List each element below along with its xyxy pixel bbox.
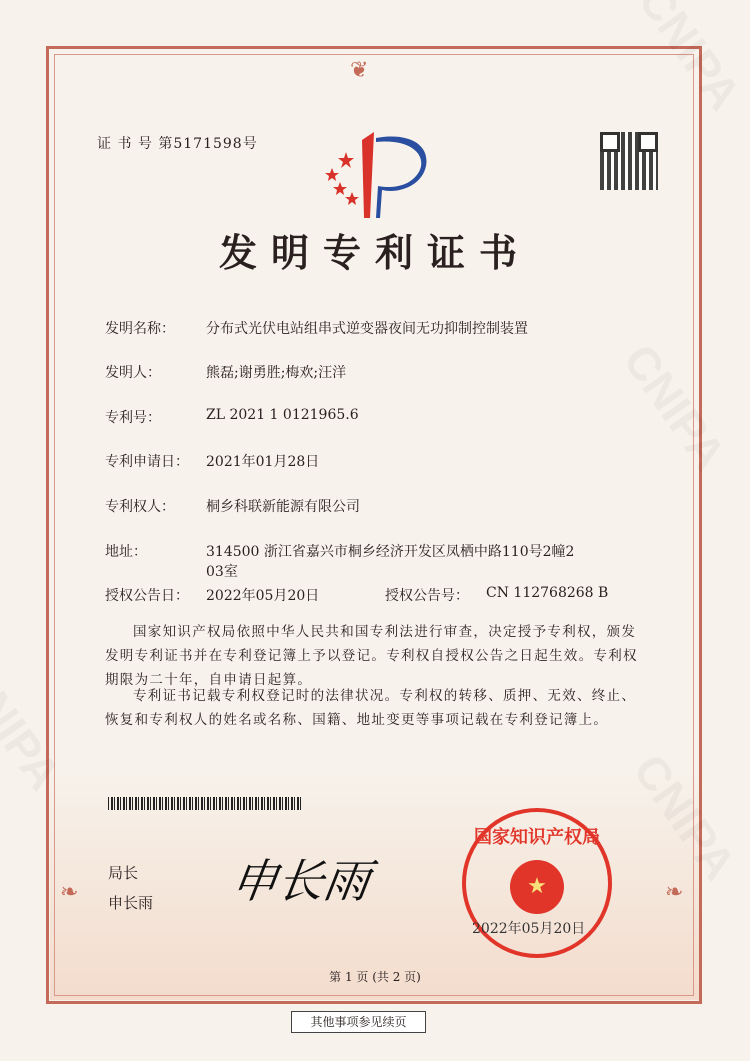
ornament-bottom-left-icon: ❧ xyxy=(60,880,79,905)
cnipa-logo-icon xyxy=(318,130,438,220)
certificate-number: 证 书 号 第5171598号 xyxy=(97,136,258,152)
field-label: 专利权人： xyxy=(105,499,175,515)
field-grant-date xyxy=(105,585,319,605)
field-value: 分布式光伏电站组串式逆变器夜间无功抑制控制装置 xyxy=(206,321,528,337)
field-value: ZL 2021 1 0121965.6 xyxy=(206,407,359,423)
barcode-icon xyxy=(108,797,301,810)
field-value: 熊磊;谢勇胜;梅欢;汪洋 xyxy=(206,365,347,381)
field-value: 2022年05月20日 xyxy=(206,588,320,604)
field-inventors xyxy=(105,362,346,382)
field-label: 授权公告日： xyxy=(105,588,189,604)
seal-date: 2022年05月20日 xyxy=(472,921,586,937)
field-patent-number xyxy=(105,407,359,427)
field-value: 桐乡科联新能源有限公司 xyxy=(206,499,360,515)
address-line-1: 314500 浙江省嘉兴市桐乡经济开发区凤栖中路110号2幢2 xyxy=(206,544,575,560)
paragraph-grant-statement: 国家知识产权局依照中华人民共和国专利法进行审查，决定授予专利权，颁发发明专利证书并在专利登记簿上予以登记。专利权自授权公告之日起生效。专利权期限为二十年，自申请日起算。 xyxy=(105,624,638,688)
field-label: 授权公告号： xyxy=(385,588,469,604)
field-filing-date xyxy=(105,451,319,471)
address-line-2: 03室 xyxy=(206,564,238,580)
field-address xyxy=(105,541,574,583)
field-label: 地址： xyxy=(105,544,147,560)
signature: 申长雨 xyxy=(227,854,374,908)
field-value: CN 112768268 B xyxy=(486,585,609,601)
field-value: 2021年01月28日 xyxy=(206,454,320,470)
ornament-bottom-right-icon: ❧ xyxy=(665,880,684,905)
field-label: 专利号： xyxy=(105,410,161,426)
qr-code-icon xyxy=(600,132,658,190)
page-indicator: 第 1 页 (共 2 页) xyxy=(329,970,421,984)
field-label: 发明名称： xyxy=(105,321,175,337)
national-emblem-icon: ★ xyxy=(510,860,564,914)
signatory-name: 申长雨 xyxy=(108,894,154,912)
footer-note: 其他事项参见续页 xyxy=(291,1011,426,1033)
paragraph-legal-status: 专利证书记载专利权登记时的法律状况。专利权的转移、质押、无效、终止、恢复和专利权人的姓名或名称、国籍、地址变更等事项记载在专利登记簿上。 xyxy=(105,688,637,728)
signatory-title: 局长 xyxy=(108,864,139,882)
field-grant-number xyxy=(385,585,608,605)
field-label: 专利申请日： xyxy=(105,454,189,470)
seal-text: 国家知识产权局 xyxy=(474,827,600,848)
field-label: 发明人： xyxy=(105,365,161,381)
field-value xyxy=(206,541,574,583)
ornament-top-icon: ❦ xyxy=(350,58,369,83)
field-invention-name xyxy=(105,318,528,338)
page-title: 发明专利证书 xyxy=(218,230,531,275)
field-patentee xyxy=(105,496,360,516)
